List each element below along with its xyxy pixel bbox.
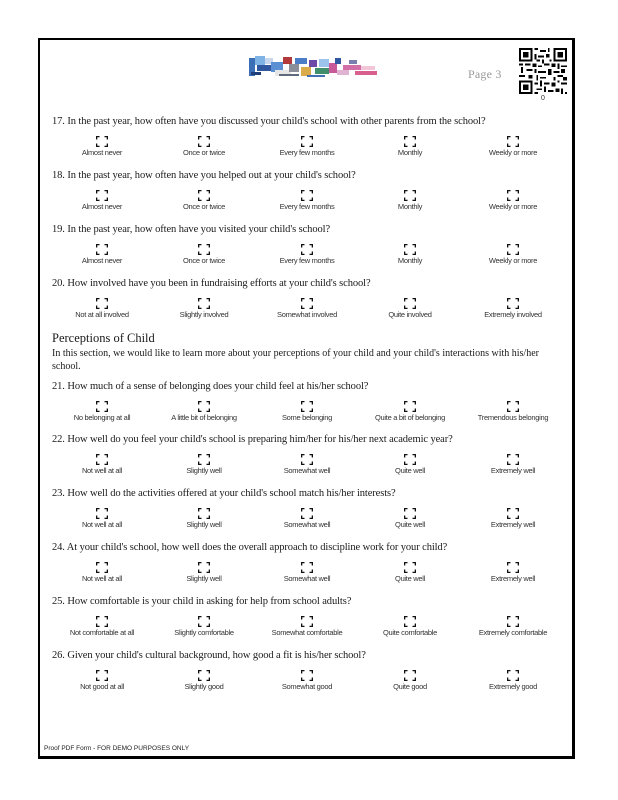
option-label: Every few months	[279, 256, 335, 265]
checkbox-icon[interactable]	[301, 560, 313, 571]
option-label: Not well at all	[81, 466, 123, 475]
question-24-option-4	[355, 560, 465, 590]
option-label: Weekly or more	[488, 148, 538, 157]
checkbox-icon[interactable]	[404, 188, 416, 199]
checkbox-icon[interactable]	[198, 668, 210, 679]
option-label: Almost never	[81, 148, 123, 157]
checkbox-icon[interactable]	[198, 134, 210, 145]
checkbox-icon[interactable]	[507, 296, 519, 307]
question-25-option-5	[458, 614, 568, 644]
checkbox-icon[interactable]	[198, 188, 210, 199]
question-20-option-1	[47, 296, 157, 326]
option-label: Once or twice	[183, 202, 225, 211]
checkbox-icon[interactable]	[96, 242, 108, 253]
option-label: Every few months	[279, 148, 335, 157]
checkbox-icon[interactable]	[96, 188, 108, 199]
question-18-option-4	[355, 188, 465, 218]
question-23-option-4	[355, 506, 465, 536]
option-label: Quite involved	[388, 310, 432, 319]
checkbox-icon[interactable]	[404, 614, 416, 625]
qr-code	[519, 48, 567, 94]
footer-demo-notice: Proof PDF Form - FOR DEMO PURPOSES ONLY	[44, 745, 190, 752]
checkbox-icon[interactable]	[198, 242, 210, 253]
question-22-option-1	[47, 452, 157, 482]
checkbox-icon[interactable]	[198, 399, 210, 410]
question-22-option-3	[252, 452, 362, 482]
checkbox-icon[interactable]	[301, 242, 313, 253]
option-label: Slightly good	[184, 682, 224, 691]
question-17-option-2	[149, 134, 259, 164]
checkbox-icon[interactable]	[507, 668, 519, 679]
option-label: Extremely well	[490, 574, 536, 583]
checkbox-icon[interactable]	[404, 399, 416, 410]
question-26-option-2	[149, 668, 259, 698]
checkbox-icon[interactable]	[301, 134, 313, 145]
question-24-option-5	[458, 560, 568, 590]
option-label: Quite well	[395, 466, 425, 475]
question-17-option-3	[252, 134, 362, 164]
question-19-option-4	[355, 242, 465, 272]
option-label: Not good at all	[80, 682, 124, 691]
option-label: Slightly involved	[179, 310, 229, 319]
checkbox-icon[interactable]	[507, 242, 519, 253]
checkbox-icon[interactable]	[507, 399, 519, 410]
question-23-option-5	[458, 506, 568, 536]
option-label: Every few months	[279, 202, 335, 211]
checkbox-icon[interactable]	[198, 452, 210, 463]
checkbox-icon[interactable]	[301, 506, 313, 517]
question-25-option-1	[47, 614, 157, 644]
question-24-text: 24. At your child's school, how well does the overall approach to discipline work for your child?	[52, 542, 448, 553]
option-label: Almost never	[81, 256, 123, 265]
option-label: No belonging at all	[73, 413, 131, 422]
question-19-option-3	[252, 242, 362, 272]
question-22-text: 22. How well do you feel your child's school is preparing him/her for his/her next academic year?	[52, 434, 453, 445]
question-20-option-4	[355, 296, 465, 326]
checkbox-icon[interactable]	[301, 296, 313, 307]
checkbox-icon[interactable]	[507, 452, 519, 463]
question-17-option-4	[355, 134, 465, 164]
question-20-option-3	[252, 296, 362, 326]
checkbox-icon[interactable]	[404, 506, 416, 517]
question-25-text: 25. How comfortable is your child in asking for help from school adults?	[52, 596, 352, 607]
school-logo-banner	[249, 56, 379, 78]
question-25-option-3	[252, 614, 362, 644]
option-label: Slightly well	[186, 574, 222, 583]
option-label: Tremendous belonging	[477, 413, 549, 422]
section-intro: In this section, we would like to learn more about your perceptions of your child and your child's interactions with his/her school.	[52, 348, 539, 372]
option-label: Quite comfortable	[382, 628, 438, 637]
option-label: Extremely well	[490, 466, 536, 475]
question-22-option-5	[458, 452, 568, 482]
checkbox-icon[interactable]	[96, 452, 108, 463]
option-label: Monthly	[397, 148, 423, 157]
question-17-text: 17. In the past year, how often have you discussed your child's school with other parents from the school?	[52, 116, 486, 127]
option-label: Extremely well	[490, 520, 536, 529]
option-label: Somewhat good	[281, 682, 333, 691]
option-label: Quite good	[393, 682, 427, 691]
question-20-option-5	[458, 296, 568, 326]
checkbox-icon[interactable]	[404, 296, 416, 307]
checkbox-icon[interactable]	[198, 614, 210, 625]
checkbox-icon[interactable]	[404, 242, 416, 253]
checkbox-icon[interactable]	[96, 614, 108, 625]
checkbox-icon[interactable]	[507, 134, 519, 145]
page-number: Page 3	[468, 67, 502, 81]
question-18-option-1	[47, 188, 157, 218]
option-label: Monthly	[397, 256, 423, 265]
checkbox-icon[interactable]	[96, 399, 108, 410]
option-label: Quite a bit of belonging	[375, 413, 445, 422]
option-label: Somewhat well	[283, 466, 331, 475]
option-label: Extremely comfortable	[478, 628, 548, 637]
option-label: Monthly	[397, 202, 423, 211]
option-label: Slightly well	[186, 466, 222, 475]
option-label: Somewhat involved	[277, 310, 337, 319]
option-label: Weekly or more	[488, 256, 538, 265]
checkbox-icon[interactable]	[301, 452, 313, 463]
question-19-option-1	[47, 242, 157, 272]
option-label: Once or twice	[183, 148, 225, 157]
option-label: Some belonging	[281, 413, 332, 422]
question-18-option-5	[458, 188, 568, 218]
checkbox-icon[interactable]	[404, 452, 416, 463]
question-21-option-5	[458, 399, 568, 429]
question-26-option-1	[47, 668, 157, 698]
checkbox-icon[interactable]	[198, 296, 210, 307]
checkbox-icon[interactable]	[96, 668, 108, 679]
option-label: Extremely good	[489, 682, 537, 691]
question-18-text: 18. In the past year, how often have you helped out at your child's school?	[52, 170, 356, 181]
checkbox-icon[interactable]	[404, 134, 416, 145]
question-26-option-4	[355, 668, 465, 698]
checkbox-icon[interactable]	[507, 188, 519, 199]
option-label: Slightly well	[186, 520, 222, 529]
checkbox-icon[interactable]	[507, 506, 519, 517]
checkbox-icon[interactable]	[301, 668, 313, 679]
question-21-option-2	[149, 399, 259, 429]
checkbox-icon[interactable]	[198, 560, 210, 571]
question-23-option-2	[149, 506, 259, 536]
question-26-option-5	[458, 668, 568, 698]
question-21-text: 21. How much of a sense of belonging does your child feel at his/her school?	[52, 381, 369, 392]
question-25-option-2	[149, 614, 259, 644]
option-label: Extremely involved	[484, 310, 542, 319]
section-title: Perceptions of Child	[52, 331, 155, 345]
question-20-text: 20. How involved have you been in fundraising efforts at your child's school?	[52, 278, 371, 289]
option-label: Somewhat well	[283, 574, 331, 583]
option-label: Not well at all	[81, 574, 123, 583]
option-label: Somewhat well	[283, 520, 331, 529]
question-19-option-2	[149, 242, 259, 272]
question-26-text: 26. Given your child's cultural background, how good a fit is his/her school?	[52, 650, 366, 661]
option-label: Not comfortable at all	[69, 628, 135, 637]
question-24-option-3	[252, 560, 362, 590]
question-25-option-4	[355, 614, 465, 644]
question-19-option-5	[458, 242, 568, 272]
question-17-option-1	[47, 134, 157, 164]
option-label: Not at all involved	[75, 310, 129, 319]
option-label: A little bit of belonging	[171, 413, 237, 422]
question-23-option-1	[47, 506, 157, 536]
checkbox-icon[interactable]	[507, 560, 519, 571]
option-label: Almost never	[81, 202, 123, 211]
checkbox-icon[interactable]	[301, 614, 313, 625]
question-24-option-1	[47, 560, 157, 590]
checkbox-icon[interactable]	[507, 614, 519, 625]
question-20-option-2	[149, 296, 259, 326]
question-23-text: 23. How well do the activities offered at your child's school match his/her interests?	[52, 488, 396, 499]
checkbox-icon[interactable]	[96, 506, 108, 517]
checkbox-icon[interactable]	[198, 506, 210, 517]
checkbox-icon[interactable]	[96, 134, 108, 145]
question-19-text: 19. In the past year, how often have you visited your child's school?	[52, 224, 331, 235]
question-21-option-1	[47, 399, 157, 429]
question-23-option-3	[252, 506, 362, 536]
checkbox-icon[interactable]	[96, 560, 108, 571]
option-label: Not well at all	[81, 520, 123, 529]
checkbox-icon[interactable]	[404, 560, 416, 571]
question-22-option-4	[355, 452, 465, 482]
option-label: Somewhat comfortable	[271, 628, 343, 637]
option-label: Slightly comfortable	[174, 628, 234, 637]
option-label: Quite well	[395, 520, 425, 529]
option-label: Weekly or more	[488, 202, 538, 211]
question-18-option-2	[149, 188, 259, 218]
option-label: Quite well	[395, 574, 425, 583]
checkbox-icon[interactable]	[301, 399, 313, 410]
question-26-option-3	[252, 668, 362, 698]
qr-caption: 0	[541, 95, 545, 102]
question-18-option-3	[252, 188, 362, 218]
checkbox-icon[interactable]	[301, 188, 313, 199]
option-label: Once or twice	[183, 256, 225, 265]
question-21-option-3	[252, 399, 362, 429]
checkbox-icon[interactable]	[96, 296, 108, 307]
question-21-option-4	[355, 399, 465, 429]
checkbox-icon[interactable]	[404, 668, 416, 679]
question-24-option-2	[149, 560, 259, 590]
question-22-option-2	[149, 452, 259, 482]
question-17-option-5	[458, 134, 568, 164]
